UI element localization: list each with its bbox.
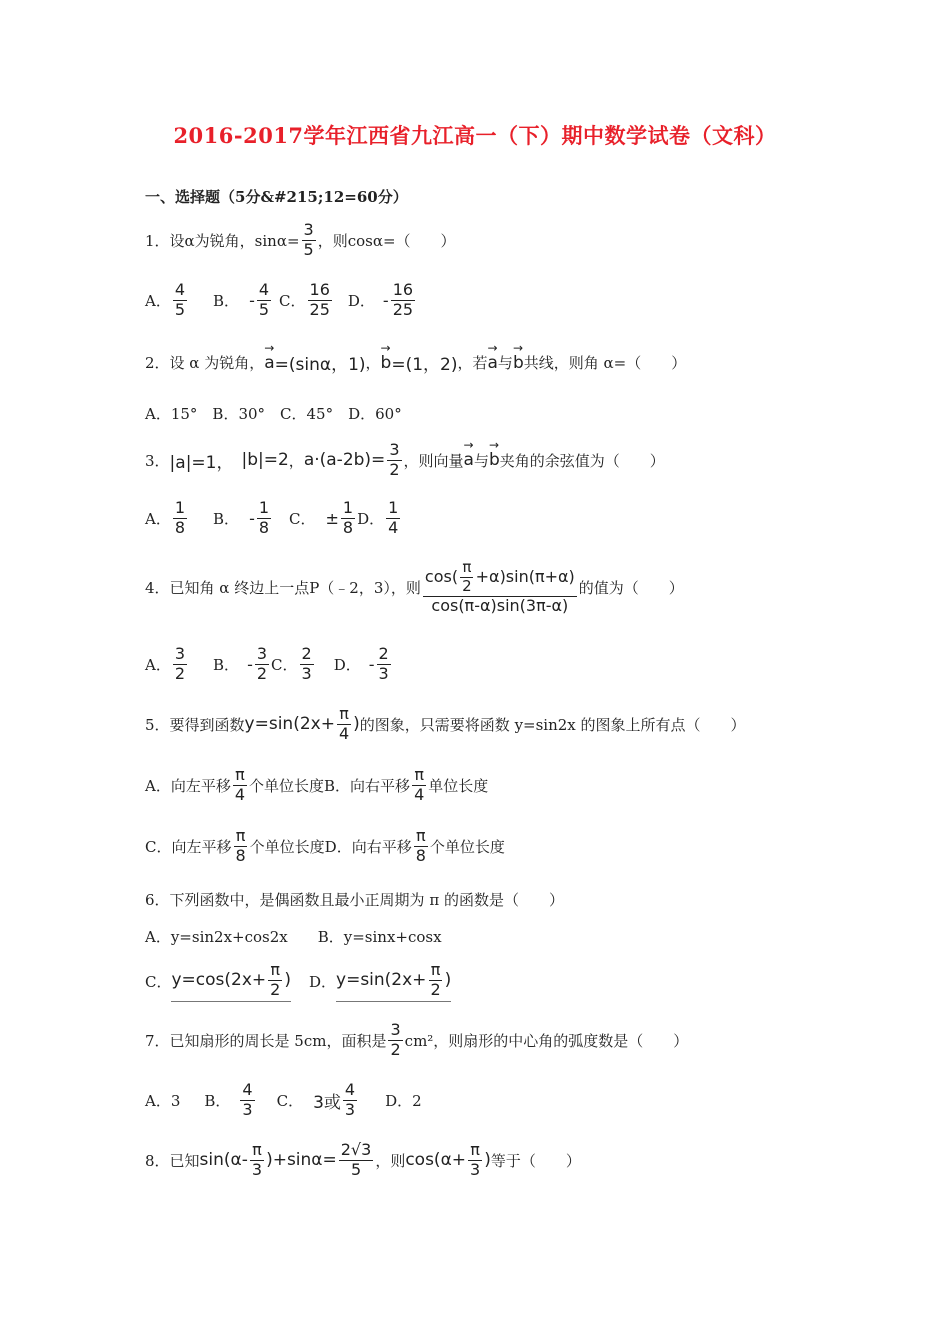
- q3-opt-c: $\frac{1}{8}$: [342, 498, 354, 537]
- q2-comma: ，: [365, 354, 381, 372]
- q4-big-fraction: [423, 560, 577, 614]
- q4-options: [145, 646, 393, 683]
- q7-text-pre: 7．已知扇形的周长是 5cm，面积是: [145, 1031, 387, 1050]
- q4-num-fraction: $\frac{\pi}{2}$: [462, 558, 472, 595]
- q4-opt-a-label: A．: [145, 655, 171, 674]
- q1-opt-a: $\frac{4}{5}$: [174, 280, 186, 319]
- exam-title: 2016-2017学年江西省九江高一（下）期中数学试卷（文科）: [173, 123, 777, 148]
- q1-opt-a-label: A．: [145, 291, 171, 310]
- q7-opt-d: D．2: [385, 1091, 422, 1110]
- q6-opt-d: [336, 962, 451, 1002]
- q5-opt-b-fraction: $\frac{\pi}{4}$: [414, 765, 425, 804]
- q5-text-pre: 5．要得到函数: [145, 715, 245, 734]
- q8-text-post: 等于（ ）: [490, 1151, 581, 1170]
- q4-opt-d: $\frac{2}{3}$: [378, 644, 389, 683]
- q1-opt-b: $\frac{4}{5}$: [258, 280, 270, 319]
- q2-text-pre: 2．设 α 为锐角，: [145, 354, 265, 372]
- q3-opt-c-sign: ±: [325, 508, 339, 528]
- q6-opt-d-b: ): [444, 970, 452, 991]
- q6-options-cd: [145, 962, 451, 1002]
- q7-opt-a: A．3: [145, 1091, 181, 1110]
- q1-options: [145, 282, 417, 319]
- q3-opt-a: $\frac{1}{8}$: [174, 498, 186, 537]
- q4-opt-d-sign: -: [368, 654, 375, 674]
- q6-opt-c-fraction: $\frac{\pi}{2}$: [270, 960, 281, 999]
- q6-opt-c-b: ): [284, 970, 291, 991]
- q1-opt-c-label: C．: [279, 291, 306, 310]
- q2-vec-b: → b: [513, 353, 524, 373]
- q5-options-cd: [145, 828, 505, 865]
- q2-vector-b-value: =(1，2): [391, 355, 458, 375]
- q4-opt-d-label: D．: [333, 655, 361, 674]
- q3-opt-b: $\frac{1}{8}$: [258, 498, 270, 537]
- question-3: [145, 442, 665, 479]
- question-5: [145, 706, 746, 743]
- q6-opt-c: [171, 962, 291, 1002]
- q4-text-post: 的值为（ ）: [578, 578, 684, 597]
- q5-opt-c-fraction: $\frac{\pi}{8}$: [235, 826, 246, 865]
- q3-opt-d-label: D．: [357, 509, 385, 528]
- q4-opt-b: $\frac{3}{2}$: [256, 644, 268, 683]
- question-7: [145, 1022, 688, 1059]
- q4-denominator: cos(π-α)sin(3π-α): [431, 595, 569, 615]
- q2-vector-a-value: =(sinα，1): [274, 355, 366, 375]
- q3-text-post2: 夹角的余弦值为（ ）: [499, 451, 665, 470]
- q1-opt-d-sign: -: [382, 290, 389, 310]
- q5-opt-a-post: 个单位长度B．向右平移: [249, 776, 411, 795]
- q3-text-post: ，则向量: [403, 451, 464, 470]
- q2-vector-a: → a: [264, 353, 274, 373]
- q4-opt-c-label: C．: [271, 655, 298, 674]
- q3-vec-b: → b: [489, 450, 500, 470]
- q1-text-pre: 1．设α为锐角，sinα=: [145, 231, 300, 250]
- q5-opt-d-fraction: $\frac{\pi}{8}$: [415, 826, 426, 865]
- q3-abs-b: |b|=2: [241, 450, 289, 471]
- q7-opt-c: $\frac{4}{3}$: [344, 1080, 356, 1119]
- q7-fraction: $\frac{3}{2}$: [390, 1020, 401, 1059]
- q8-expr-3: cos(α+: [405, 1150, 467, 1171]
- q4-num-a: cos(: [424, 566, 459, 586]
- q4-text-pre: 4．已知角 α 终边上一点P（﹣2，3），则: [145, 578, 421, 597]
- q6-options-ab: A．y=sin2x+cos2x B．y=sinx+cosx: [145, 928, 442, 946]
- q5-opt-c-pre: C．向左平移: [145, 837, 232, 856]
- q5-options-ab: [145, 767, 488, 804]
- q5-opt-a-pre: A．向左平移: [145, 776, 231, 795]
- q8-text-mid: ，则: [375, 1151, 406, 1170]
- q3-dot-product: a·(a-2b)=: [303, 450, 386, 471]
- q1-opt-b-label: B．: [213, 291, 240, 310]
- q5-opt-b-post: 单位长度: [428, 776, 489, 795]
- q6-opt-d-a: y=sin(2x+: [336, 970, 427, 991]
- q7-opt-b: $\frac{4}{3}$: [242, 1080, 253, 1119]
- q3-opt-d: $\frac{1}{4}$: [388, 498, 399, 537]
- question-6: 6．下列函数中，是偶函数且最小正周期为 π 的函数是（ ）: [145, 891, 564, 909]
- q5-opt-d-post: 个单位长度: [429, 837, 505, 856]
- q3-number: 3．: [145, 451, 170, 470]
- q4-opt-b-label: B．: [213, 655, 240, 674]
- q1-text-post: ，则cosα=（ ）: [317, 231, 456, 250]
- q4-opt-c: $\frac{2}{3}$: [301, 644, 312, 683]
- q7-opt-c-pre: 3或: [313, 1092, 341, 1113]
- q3-opt-c-label: C．: [289, 509, 316, 528]
- q6-opt-d-fraction: $\frac{\pi}{2}$: [430, 960, 441, 999]
- q3-abs-a: |a|=1，: [169, 452, 234, 473]
- q3-options: [145, 500, 402, 537]
- q7-opt-c-label: C．: [276, 1091, 304, 1110]
- q3-opt-a-label: A．: [145, 509, 171, 528]
- q8-fraction-2: $\frac{2√3}{5}$: [340, 1140, 372, 1179]
- q1-fraction: $\frac{3}{5}$: [303, 220, 314, 259]
- q7-options: [145, 1082, 422, 1119]
- q4-opt-b-sign: -: [247, 654, 253, 674]
- q3-comma: ，: [288, 451, 304, 470]
- q8-fraction-1: $\frac{\pi}{3}$: [251, 1140, 263, 1179]
- q6-opt-d-label: D．: [308, 973, 337, 992]
- q2-options: A．15° B．30° C．45° D．60°: [145, 405, 402, 423]
- section-heading: 一、选择题（5分&#215;12=60分）: [145, 188, 408, 206]
- q5-expr-a: y=sin(2x+: [244, 714, 335, 735]
- q3-and: 与: [473, 451, 489, 470]
- question-1: [145, 222, 456, 259]
- q8-fraction-3: $\frac{\pi}{3}$: [470, 1140, 481, 1179]
- q8-expr-1: sin(α-: [199, 1150, 248, 1171]
- q7-text-post: cm²，则扇形的中心角的弧度数是（ ）: [404, 1031, 689, 1050]
- q6-opt-c-label: C．: [145, 973, 172, 992]
- q5-opt-a-fraction: $\frac{\pi}{4}$: [234, 765, 246, 804]
- q1-opt-d-label: D．: [347, 291, 375, 310]
- q8-text-pre: 8．已知: [145, 1151, 200, 1170]
- question-4: [145, 560, 684, 614]
- q1-opt-d: $\frac{16}{25}$: [392, 280, 414, 319]
- q4-opt-a: $\frac{3}{2}$: [174, 644, 186, 683]
- question-2: [145, 350, 686, 375]
- q5-fraction: $\frac{\pi}{4}$: [338, 704, 350, 743]
- q5-opt-c-post: 个单位长度D．向右平移: [249, 837, 412, 856]
- q7-opt-b-label: B．: [204, 1091, 231, 1110]
- q2-vec-a: → a: [488, 353, 498, 373]
- q8-expr-2: )+sinα=: [266, 1150, 337, 1171]
- q3-opt-b-label: B．: [213, 509, 240, 528]
- q1-opt-c: $\frac{16}{25}$: [309, 280, 330, 319]
- q2-text-post: 共线，则角 α=（ ）: [523, 354, 687, 372]
- q3-opt-b-sign: -: [249, 508, 255, 528]
- question-8: [145, 1142, 581, 1179]
- q8-expr-4: ): [484, 1150, 491, 1171]
- q3-fraction: $\frac{3}{2}$: [389, 440, 400, 479]
- q3-vec-a: → a: [464, 450, 474, 470]
- q4-num-b: +α)sin(π+α): [475, 566, 575, 586]
- q5-text-post: 的图象，只需要将函数 y=sin2x 的图象上所有点（ ）: [359, 715, 746, 734]
- q6-opt-c-a: y=cos(2x+: [171, 970, 267, 991]
- q5-expr-b: ): [353, 714, 360, 735]
- q2-and: 与: [497, 354, 513, 372]
- q2-text-mid: ，若: [457, 354, 488, 372]
- q1-opt-b-sign: -: [249, 290, 255, 310]
- q2-vector-b: → b: [381, 353, 392, 373]
